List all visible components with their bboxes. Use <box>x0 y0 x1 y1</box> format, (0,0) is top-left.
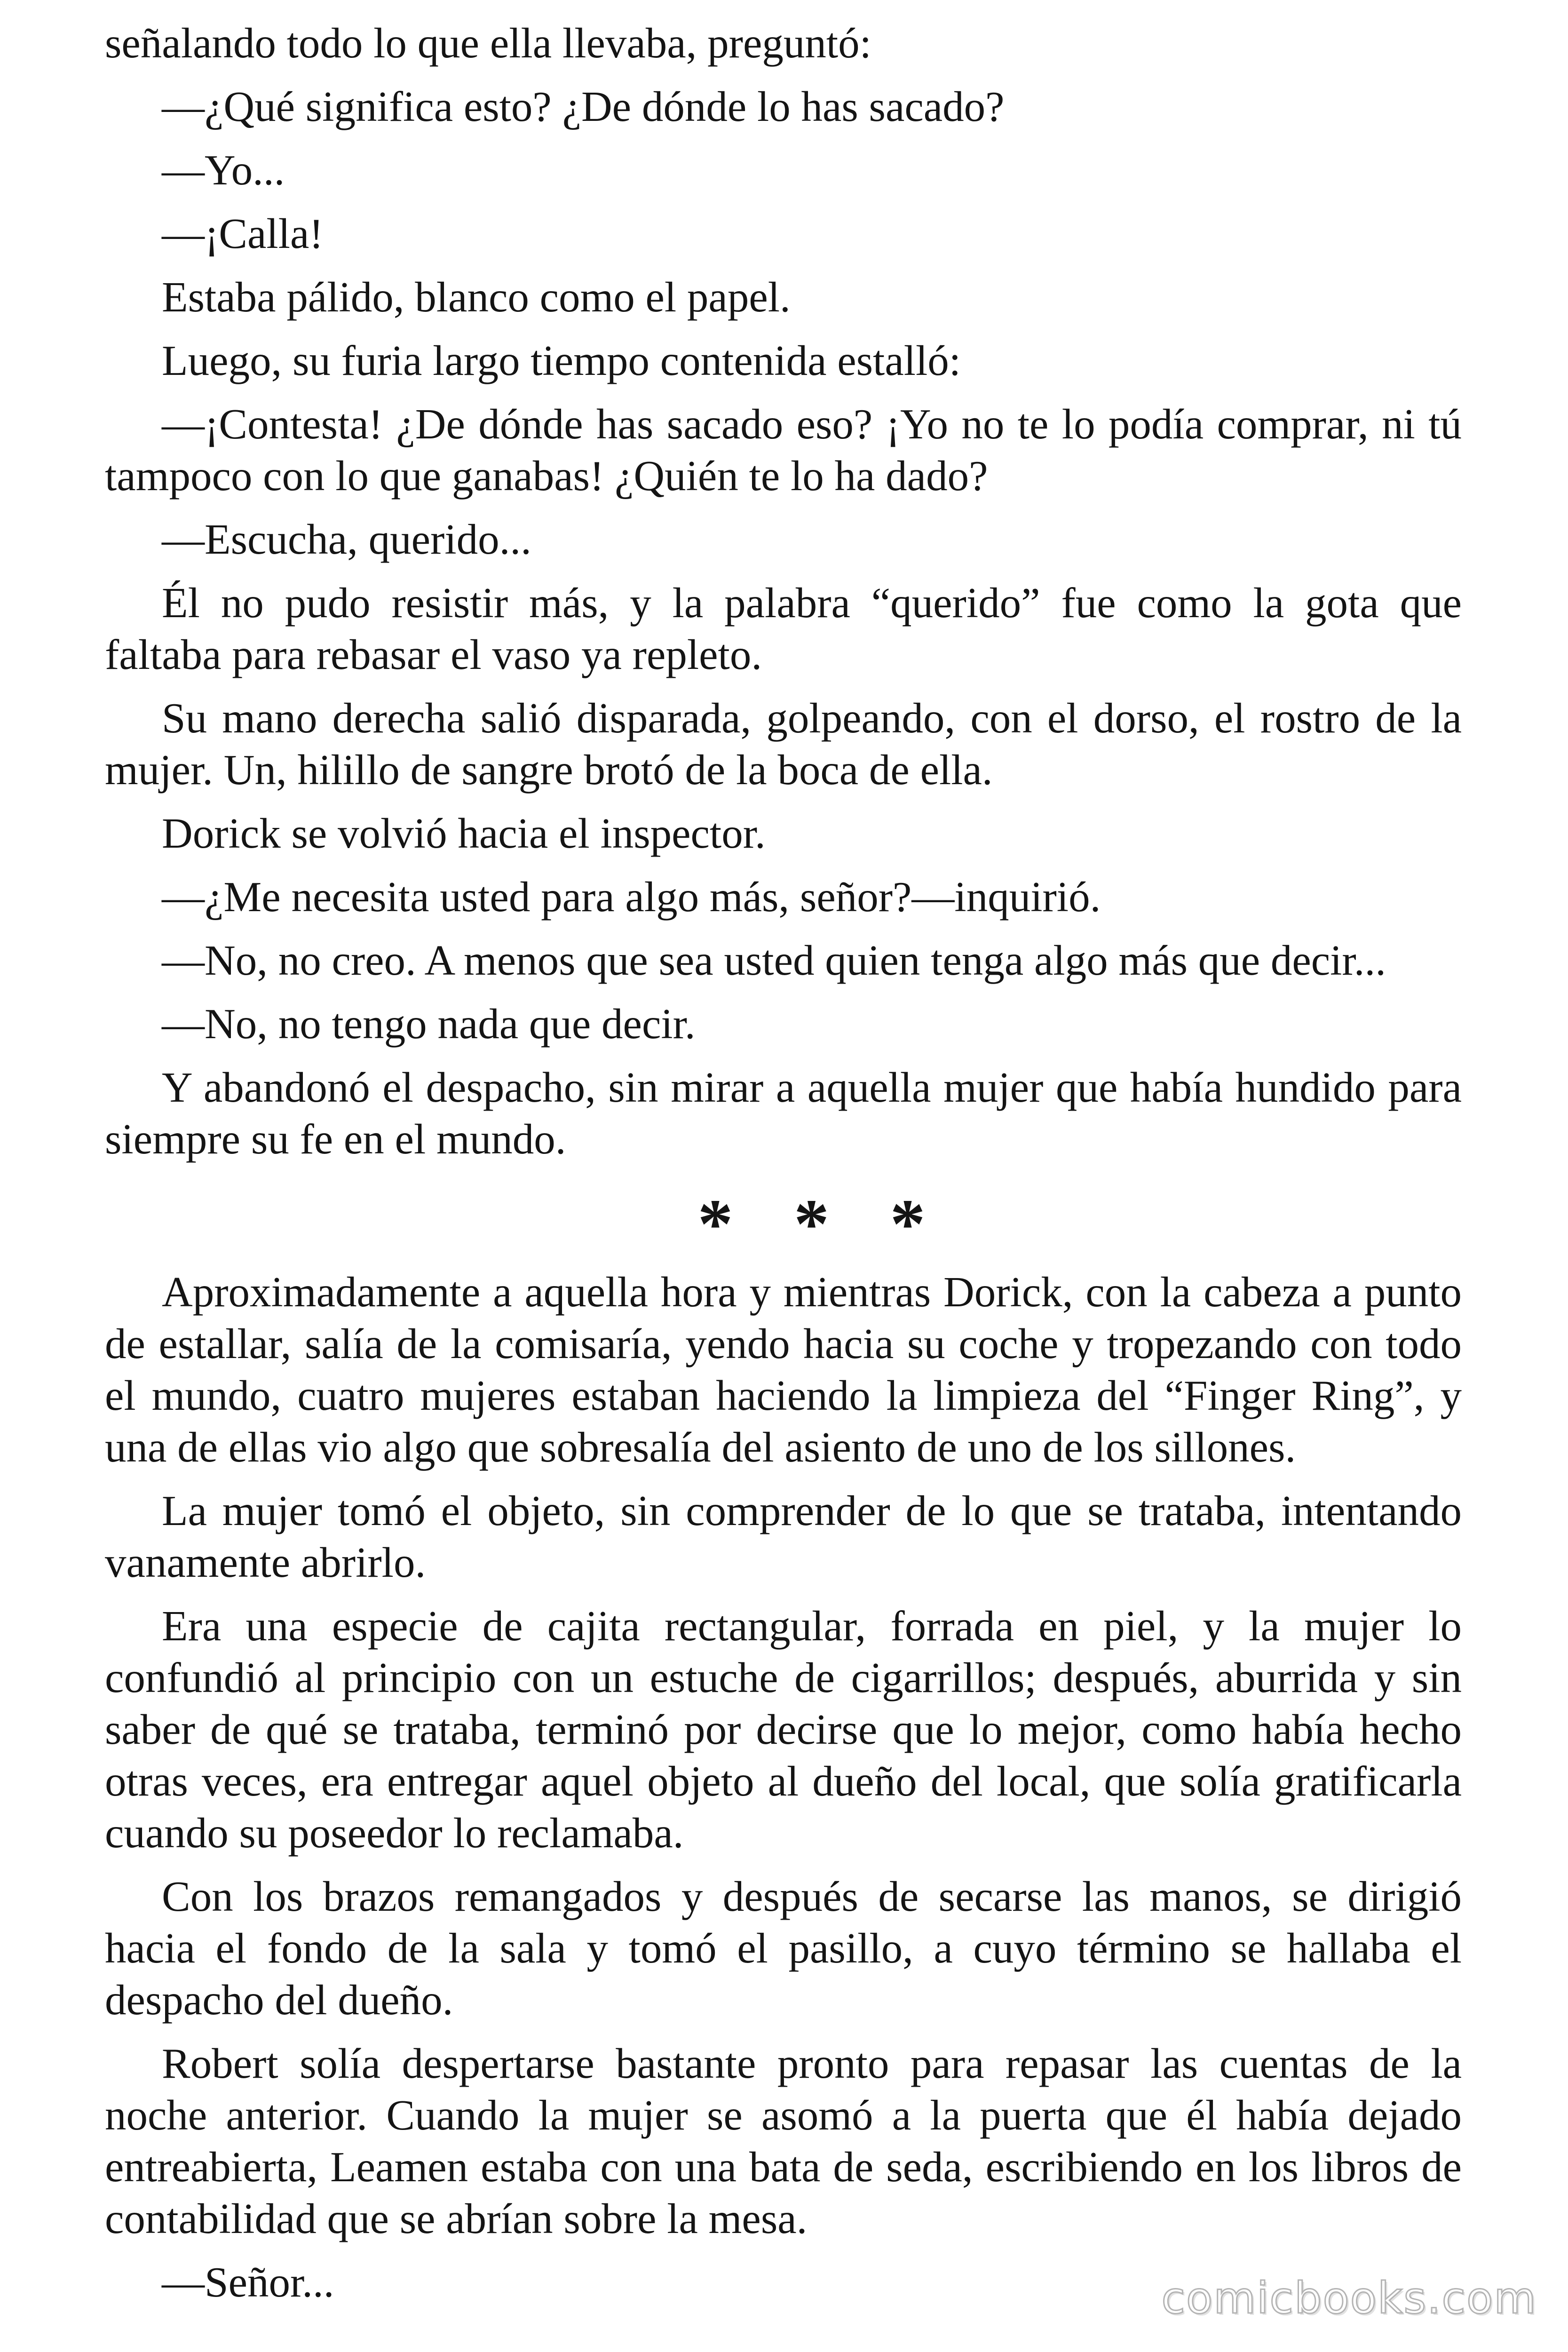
text-line: —¿Qué significa esto? ¿De dónde lo has sacado? <box>162 83 1005 130</box>
paragraph <box>105 1062 1462 1165</box>
text-line: Robert solía despertarse bastante pronto para repasar las cuentas de la <box>162 2040 1462 2087</box>
text-line: entreabierta, Leamen estaba con una bata de seda, escribiendo en los libros de <box>105 2143 1462 2191</box>
paragraph <box>105 808 1462 859</box>
text-line: otras veces, era entregar aquel objeto al dueño del local, que solía gratificarla <box>105 1757 1462 1805</box>
paragraph <box>105 398 1462 502</box>
text-line: —¿Me necesita usted para algo más, señor?—inquirió. <box>162 873 1101 921</box>
text-line: saber de qué se trataba, terminó por decirse que lo mejor, como había hecho <box>105 1706 1462 1753</box>
paragraph <box>105 871 1462 923</box>
paragraph <box>105 2038 1462 2245</box>
paragraph <box>105 335 1462 387</box>
text-line: Dorick se volvió hacia el inspector. <box>162 810 766 857</box>
text-line: el mundo, cuatro mujeres estaban haciendo la limpieza del “Finger Ring”, y <box>105 1372 1462 1419</box>
text-line: mujer. Un, hilillo de sangre brotó de la boca de ella. <box>105 746 993 794</box>
text-line: Era una especie de cajita rectangular, forrada en piel, y la mujer lo <box>162 1602 1462 1650</box>
paragraph <box>105 577 1462 681</box>
paragraph <box>105 1266 1462 1473</box>
section-break <box>105 1185 1462 1263</box>
text-line: contabilidad que se abrían sobre la mesa. <box>105 2195 808 2242</box>
text-line: Su mano derecha salió disparada, golpeando, con el dorso, el rostro de la <box>162 694 1462 742</box>
paragraph <box>105 208 1462 260</box>
text-line: siempre su fe en el mundo. <box>105 1115 566 1163</box>
text-line: Él no pudo resistir más, y la palabra “querido” fue como la gota que <box>162 579 1462 627</box>
text-line: de estallar, salía de la comisaría, yendo hacia su coche y tropezando con todo <box>105 1320 1462 1367</box>
text-line: señalando todo lo que ella llevaba, preguntó: <box>105 19 871 67</box>
paragraph <box>105 1485 1462 1589</box>
paragraph <box>105 998 1462 1050</box>
text-line: —¡Calla! <box>162 210 324 257</box>
text-line: Aproximadamente a aquella hora y mientras Dorick, con la cabeza a punto <box>162 1268 1462 1316</box>
paragraph <box>105 1600 1462 1859</box>
text-line: despacho del dueño. <box>105 1976 453 2024</box>
section-break-asterisks: * * * <box>697 1185 926 1263</box>
text-line: Con los brazos remangados y después de secarse las manos, se dirigió <box>162 1873 1462 1920</box>
paragraph <box>105 514 1462 565</box>
paragraph <box>105 81 1462 133</box>
paragraph <box>105 17 1462 69</box>
text-line: faltaba para rebasar el vaso ya repleto. <box>105 631 762 678</box>
text-line: —No, no tengo nada que decir. <box>162 1000 696 1048</box>
text-line: vanamente abrirlo. <box>105 1539 426 1586</box>
paragraph <box>105 271 1462 323</box>
text-line: Y abandonó el despacho, sin mirar a aquella mujer que había hundido para <box>162 1064 1462 1111</box>
text-line: hacia el fondo de la sala y tomó el pasillo, a cuyo término se hallaba el <box>105 1924 1462 1972</box>
paragraph <box>105 935 1462 986</box>
page-text <box>105 17 1462 2320</box>
text-line: cuando su poseedor lo reclamaba. <box>105 1809 684 1857</box>
text-line: —¡Contesta! ¿De dónde has sacado eso? ¡Yo no te lo podía comprar, ni tú <box>162 400 1462 448</box>
paragraph <box>105 144 1462 196</box>
paragraph <box>105 1871 1462 2026</box>
text-line: noche anterior. Cuando la mujer se asomó a la puerta que él había dejado <box>105 2091 1462 2139</box>
text-line: —Señor... <box>162 2258 334 2306</box>
text-line: —Escucha, querido... <box>162 516 531 563</box>
text-line: La mujer tomó el objeto, sin comprender de lo que se trataba, intentando <box>162 1487 1462 1534</box>
text-line: tampoco con lo que ganabas! ¿Quién te lo ha dado? <box>105 452 988 500</box>
watermark: comicbooks.com <box>1161 2273 1537 2323</box>
text-line: confundió al principio con un estuche de cigarrillos; después, aburrida y sin <box>105 1654 1462 1701</box>
text-line: Estaba pálido, blanco como el papel. <box>162 273 791 321</box>
text-line: una de ellas vio algo que sobresalía del asiento de uno de los sillones. <box>105 1423 1296 1471</box>
text-line: Luego, su furia largo tiempo contenida estalló: <box>162 337 961 384</box>
text-line: —No, no creo. A menos que sea usted quien tenga algo más que decir... <box>162 937 1386 984</box>
text-line: —Yo... <box>162 146 285 194</box>
paragraph <box>105 692 1462 796</box>
